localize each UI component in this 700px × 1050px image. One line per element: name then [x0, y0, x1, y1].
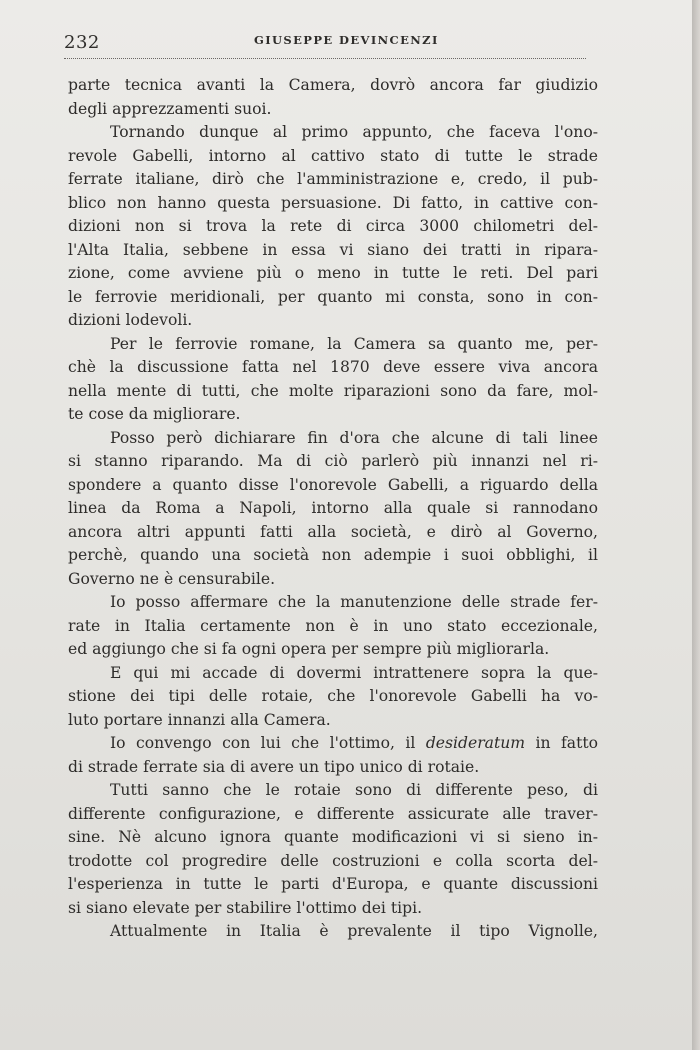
text-line: luto portare innanzi alla Camera. — [68, 710, 331, 729]
text-line: si stanno riparando. Ma di ciò parlerò più innanzi nel ri- — [68, 452, 598, 470]
text-segment: in fatto — [525, 734, 599, 752]
text-line: degli apprezzamenti suoi. — [68, 99, 272, 118]
text-line: l'Alta Italia, sebbene in essa vi siano dei tratti in ripara- — [68, 240, 598, 259]
text-line: stione dei tipi delle rotaie, che l'onorevole Gabelli ha vo- — [68, 687, 598, 705]
text-line: ancora altri appunti fatti alla società, e dirò al Governo, — [68, 522, 598, 541]
text-line: parte tecnica avanti la Camera, dovrò ancora far giudizio — [68, 76, 598, 94]
italic-term: desideratum — [425, 734, 526, 752]
text-line: sine. Nè alcuno ignora quante modificazioni vi si sieno in- — [68, 828, 598, 846]
text-line: Governo ne è censurabile. — [68, 569, 276, 588]
text-line: di strade ferrate sia di avere un tipo unico di rotaie. — [68, 757, 480, 776]
text-line: le ferrovie meridionali, per quanto mi consta, sono in con- — [68, 287, 598, 306]
body-text — [68, 74, 598, 944]
text-line: Tornando dunque al primo appunto, che faceva l'ono- — [110, 123, 598, 141]
text-line: linea da Roma a Napoli, intorno alla quale si rannodano — [68, 499, 598, 517]
text-line: blico non hanno questa persuasione. Di fatto, in cattive con- — [68, 193, 598, 212]
text-line: ferrate italiane, dirò che l'amministrazione e, credo, il pub- — [68, 170, 598, 188]
text-line: si siano elevate per stabilire l'ottimo dei tipi. — [68, 898, 423, 917]
text-line: Attualmente in Italia è prevalente il tipo Vignolle, — [110, 922, 598, 940]
text-line: revole Gabelli, intorno al cattivo stato di tutte le strade — [68, 146, 598, 165]
text-line: perchè, quando una società non adempie i suoi obblighi, il — [68, 546, 598, 564]
text-line: Tutti sanno che le rotaie sono di differente peso, di — [110, 781, 598, 799]
text-line: nella mente di tutti, che molte riparazioni sono da fare, mol- — [68, 381, 598, 400]
text-line: l'esperienza in tutte le parti d'Europa, e quante discussioni — [68, 875, 598, 893]
text-line: E qui mi accade di dovermi intrattenere sopra la que- — [110, 663, 598, 682]
text-line — [68, 732, 598, 756]
text-line: Per le ferrovie romane, la Camera sa quanto me, per- — [110, 334, 598, 353]
running-head: GIUSEPPE DEVINCENZI — [254, 33, 439, 47]
text-line: zione, come avviene più o meno in tutte le reti. Del pari — [68, 264, 598, 282]
text-line: Io posso affermare che la manutenzione delle strade fer- — [110, 593, 598, 611]
text-line: rate in Italia certamente non è in uno stato eccezionale, — [68, 616, 598, 635]
text-segment: Io convengo con lui che l'ottimo, il — [110, 734, 426, 752]
page-header — [64, 30, 588, 58]
text-line: trodotte col progredire delle costruzioni e colla scorta del- — [68, 851, 598, 870]
text-line: spondere a quanto disse l'onorevole Gabelli, a riguardo della — [68, 475, 598, 494]
text-line: te cose da migliorare. — [68, 405, 241, 423]
text-line: differente configurazione, e differente assicurate alle traver- — [68, 804, 598, 823]
text-line: ed aggiungo che si fa ogni opera per sempre più migliorarla. — [68, 640, 550, 658]
text-line: Posso però dichiarare fin d'ora che alcune di tali linee — [110, 428, 598, 447]
header-rule — [64, 58, 586, 59]
text-line: dizioni non si trova la rete di circa 3000 chilometri del- — [68, 217, 598, 235]
page-edge — [692, 0, 700, 1050]
text-line: dizioni lodevoli. — [68, 311, 193, 329]
page-number: 232 — [64, 32, 100, 53]
text-line: chè la discussione fatta nel 1870 deve essere viva ancora — [68, 358, 598, 376]
